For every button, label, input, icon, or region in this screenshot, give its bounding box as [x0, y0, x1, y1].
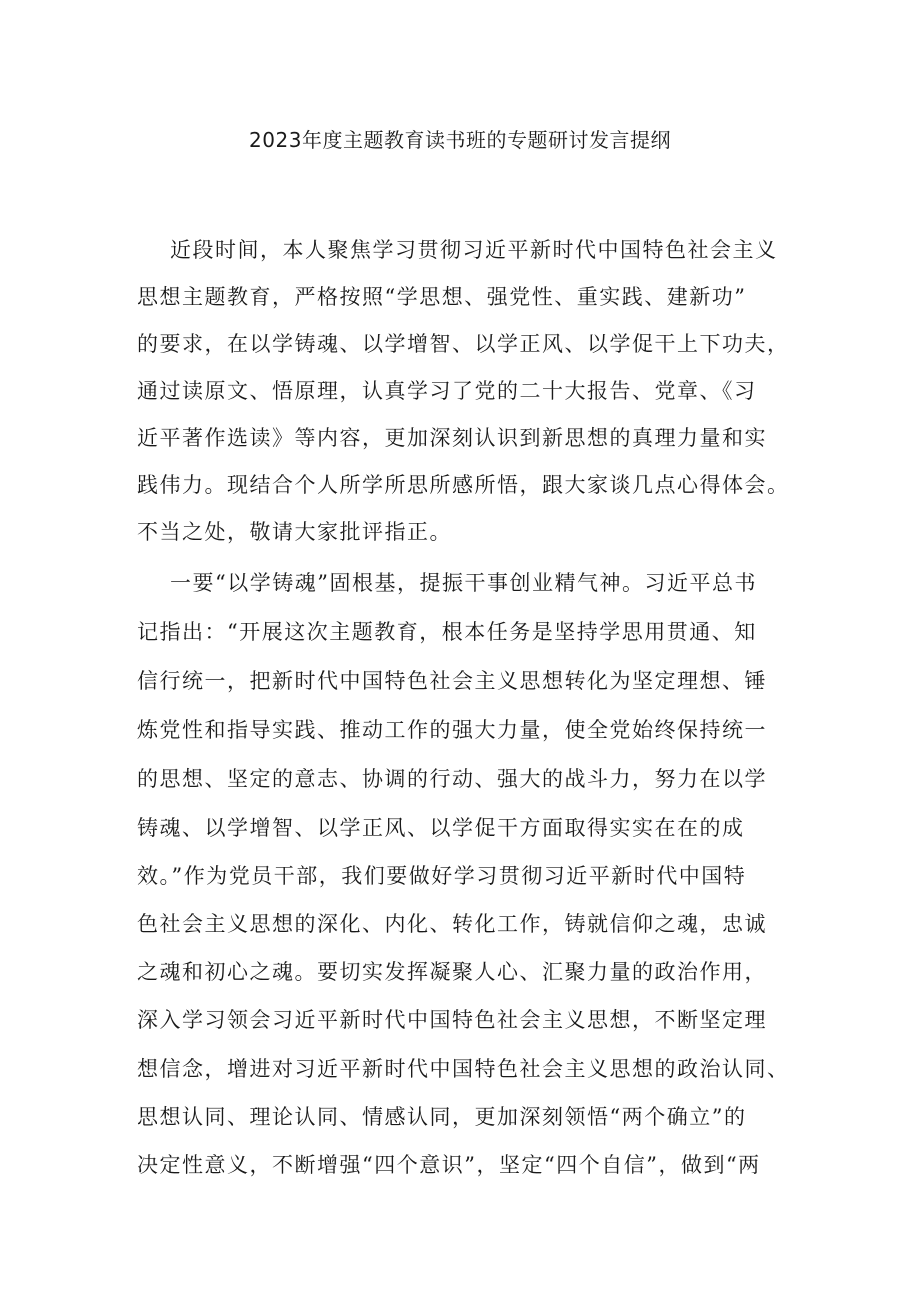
paragraph-line: 思想主题教育，严格按照“学思想、强党性、重实践、建新功” — [137, 285, 747, 309]
paragraph-line: 铸魂、以学增智、以学正风、以学促干方面取得实实在在的成 — [137, 816, 745, 840]
document-title: 2023年度主题教育读书班的专题研讨发言提纲 — [249, 128, 671, 152]
paragraph-line: 思想认同、理论认同、情感认同，更加深刻领悟“两个确立”的 — [137, 1105, 747, 1129]
paragraph-line: 通过读原文、悟原理，认真学习了党的二十大报告、党章、《习 — [137, 379, 757, 403]
paragraph-line: 记指出：“开展这次主题教育，根本任务是坚持学思用贯通、知 — [137, 620, 757, 644]
paragraph-line: 决定性意义，不断增强“四个意识”，坚定“四个自信”，做到“两 — [137, 1153, 761, 1177]
paragraph-line: 之魂和初心之魂。要切实发挥凝聚人心、汇聚力量的政治作用， — [137, 960, 767, 984]
paragraph-line: 不当之处，敬请大家批评指正。 — [137, 520, 452, 544]
paragraph-line: 的思想、坚定的意志、协调的行动、强大的战斗力，努力在以学 — [137, 767, 767, 791]
paragraph-line: 近平著作选读》等内容，更加深刻认识到新思想的真理力量和实 — [137, 426, 767, 450]
paragraph-line: 信行统一，把新时代中国特色社会主义思想转化为坚定理想、锤 — [137, 669, 767, 693]
paragraph-line: 深入学习领会习近平新时代中国特色社会主义思想，不断坚定理 — [137, 1008, 767, 1032]
paragraph-line: 近段时间，本人聚焦学习贯彻习近平新时代中国特色社会主义 — [170, 238, 778, 262]
paragraph-line: 践伟力。现结合个人所学所思所感所悟，跟大家谈几点心得体会。 — [137, 473, 790, 497]
paragraph-line: 一要“以学铸魂”固根基，提振干事创业精气神。习近平总书 — [170, 571, 757, 595]
paragraph-line: 效。”作为党员干部，我们要做好学习贯彻习近平新时代中国特 — [137, 864, 747, 888]
paragraph-line: 想信念，增进对习近平新时代中国特色社会主义思想的政治认同、 — [137, 1057, 790, 1081]
paragraph-line: 色社会主义思想的深化、内化、转化工作，铸就信仰之魂，忠诚 — [137, 912, 767, 936]
paragraph-line: 的要求，在以学铸魂、以学增智、以学正风、以学促干上下功夫， — [137, 332, 790, 356]
paragraph-line: 炼党性和指导实践、推动工作的强大力量，使全党始终保持统一 — [137, 718, 767, 742]
